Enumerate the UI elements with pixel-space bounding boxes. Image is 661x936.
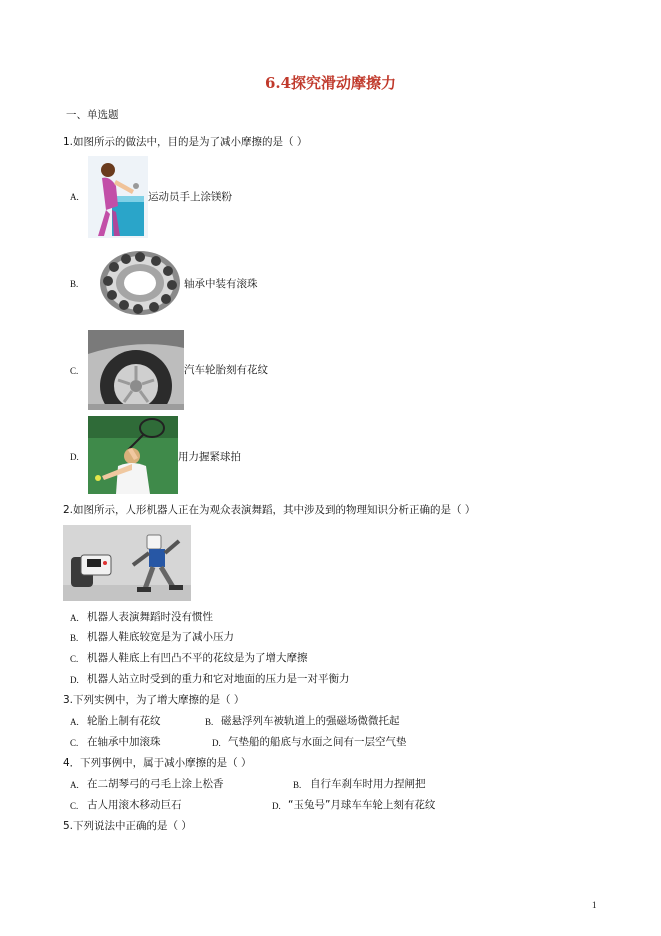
q4-option-d-text: “玉兔号”月球车车轮上刻有花纹 — [288, 799, 436, 811]
q2-option-a-letter: A. — [70, 613, 79, 623]
q3-option-d-letter: D. — [212, 738, 221, 748]
q1-option-b-image — [88, 243, 184, 319]
q2-option-c-letter: C. — [70, 654, 79, 664]
document-title: 6.4探究滑动摩擦力 — [264, 74, 397, 92]
q1-option-d-image — [88, 416, 178, 494]
question-1-stem: 1.如图所示的做法中，目的是为了减小摩擦的是（ ） — [63, 136, 308, 148]
q2-option-a-text: 机器人表演舞蹈时没有惯性 — [87, 611, 213, 623]
q3-option-a-letter: A. — [70, 717, 79, 727]
q4-option-a-text: 在二胡琴弓的弓毛上涂上松香 — [87, 778, 224, 790]
q4-option-b-letter: B. — [293, 780, 302, 790]
q4-option-a-letter: A. — [70, 780, 79, 790]
q2-option-b-text: 机器人鞋底较宽是为了减小压力 — [87, 631, 234, 643]
q2-robot-image — [63, 525, 191, 601]
q2-option-b-letter: B. — [70, 633, 79, 643]
q1-option-c-letter: C. — [70, 366, 79, 376]
q3-option-d-text: 气垫船的船底与水面之间有一层空气垫 — [228, 736, 407, 748]
q1-option-b-letter: B. — [70, 279, 79, 289]
q4-option-c-text: 古人用滚木移动巨石 — [87, 799, 182, 811]
question-4-stem: 4．下列事例中，属于减小摩擦的是（ ） — [63, 757, 252, 769]
q1-option-c-text: 汽车轮胎刻有花纹 — [184, 364, 268, 376]
q4-option-c-letter: C. — [70, 801, 79, 811]
question-5-stem: 5.下列说法中正确的是（ ） — [63, 820, 192, 832]
q3-option-b-letter: B. — [205, 717, 214, 727]
q3-option-a-text: 轮胎上制有花纹 — [87, 715, 161, 727]
q1-option-d-letter: D. — [70, 452, 79, 462]
q1-option-d-text: 用力握紧球拍 — [178, 451, 241, 463]
q1-option-a-letter: A. — [70, 192, 79, 202]
q1-option-c-image — [88, 330, 184, 410]
q1-option-a-image — [88, 156, 148, 238]
question-2-stem: 2.如图所示，人形机器人正在为观众表演舞蹈，其中涉及到的物理知识分析正确的是（ ） — [63, 504, 476, 516]
q1-option-a-text: 运动员手上涂镁粉 — [148, 191, 232, 203]
question-3-stem: 3.下列实例中，为了增大摩擦的是（ ） — [63, 694, 245, 706]
q3-option-c-text: 在轴承中加滚珠 — [87, 736, 161, 748]
section-heading: 一、单选题 — [66, 109, 119, 121]
q3-option-c-letter: C. — [70, 738, 79, 748]
page-number: 1 — [592, 900, 597, 910]
q2-option-d-letter: D. — [70, 675, 79, 685]
q2-option-d-text: 机器人站立时受到的重力和它对地面的压力是一对平衡力 — [87, 673, 350, 685]
q4-option-b-text: 自行车刹车时用力捏闸把 — [310, 778, 426, 790]
q4-option-d-letter: D. — [272, 801, 281, 811]
q2-option-c-text: 机器人鞋底上有凹凸不平的花纹是为了增大摩擦 — [87, 652, 308, 664]
q3-option-b-text: 磁悬浮列车被轨道上的强磁场微微托起 — [221, 715, 400, 727]
q1-option-b-text: 轴承中装有滚珠 — [184, 278, 258, 290]
